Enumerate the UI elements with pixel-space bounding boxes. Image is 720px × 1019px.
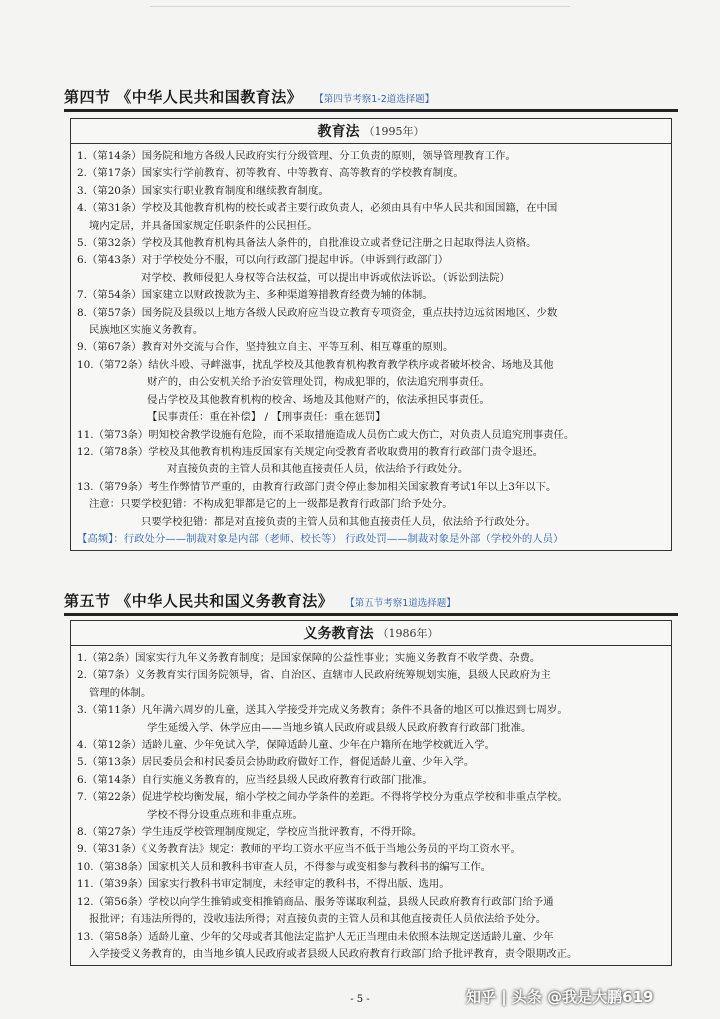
edu-highfreq-line: 【高频】：行政处分——制裁对象是内部（老师、校长等） 行政处罚——制裁对象是外部（学校外的人员） — [77, 532, 564, 545]
edu-line: 【民事责任：重在补偿】 / 【刑事责任：重在惩罚】 — [147, 411, 386, 424]
edu-line: 9.（第67条）教育对外交流与合作，坚持独立自主、平等互利、相互尊重的原则。 — [77, 341, 454, 354]
ce-line: 学校不得分设重点班和非重点班。 — [147, 808, 303, 821]
ce-line: 2.（第7条）义务教育实行国务院领导，省、自治区、直辖市人民政府统筹规划实施，县级人民政府为主 — [77, 669, 551, 682]
compulsory-law-title-row — [71, 621, 671, 646]
section4-note: 【第四节考察1-2道选择题】 — [314, 94, 435, 105]
education-law-year: （1995年） — [363, 125, 425, 138]
edu-note-line: 只要学校犯错：都是对直接负责的主管人员和其他直接责任人员，依法给予行政处分。 — [141, 515, 536, 528]
edu-line: 7.（第54条）国家建立以财政拨款为主、多种渠道筹措教育经费为辅的体制。 — [77, 289, 433, 302]
section5-note: 【第五节考察1道选择题】 — [345, 598, 456, 609]
ce-line: 报批评；有违法所得的，没收违法所得；对直接负责的主管人员和其他直接责任人员依法给予处分。 — [89, 913, 547, 926]
edu-line: 1.（第14条）国务院和地方各级人民政府实行分级管理、分工负责的原则，领导管理教育工作。 — [77, 150, 516, 162]
edu-line: 8.（第57条）国务院及县级以上地方各级人民政府应当设立教育专项资金，重点扶持边远贫困地区、少数 — [77, 306, 558, 319]
ce-line: 8.（第27条）学生违反学校管理制度规定，学校应当批评教育，不得开除。 — [77, 826, 423, 839]
compulsory-law-title: 义务教育法 — [303, 626, 374, 642]
edu-line: 12.（第78条）学校及其他教育机构违反国家有关规定向受教育者收取费用的教育行政部门责令退还。 — [77, 445, 544, 458]
edu-line: 2.（第17条）国家实行学前教育、初等教育、中等教育、高等教育的学校教育制度。 — [77, 167, 464, 180]
edu-note-line: 注意：只要学校犯错：不构成犯罪都是它的上一级都是教育行政部门给予处分。 — [89, 498, 453, 511]
ce-line: 13.（第58条）适龄儿童、少年的父母或者其他法定监护人无正当理由未依照本法规定送适龄儿童、少年 — [77, 930, 554, 943]
education-law-box — [70, 118, 672, 551]
compulsory-law-items — [71, 646, 671, 965]
edu-line: 财产的，由公安机关给予治安管理处罚，构成犯罪的，依法追究刑事责任。 — [147, 376, 490, 389]
edu-line: 对直接负责的主管人员和其他直接责任人员，依法给予行政处分。 — [167, 463, 469, 476]
top-rule — [150, 6, 570, 7]
ce-line: 11.（第39条）国家实行教科书审定制度，未经审定的教科书，不得出版、选用。 — [77, 878, 450, 891]
edu-line: 民族地区实施义务教育。 — [89, 324, 204, 337]
edu-line: 5.（第32条）学校及其他教育机构具备法人条件的，自批准设立或者登记注册之日起取得法人资格。 — [77, 237, 537, 250]
edu-line: 对学校、教师侵犯人身权等合法权益，可以提出申诉或依法诉讼。（诉讼到法院） — [141, 271, 510, 284]
page-number: - 5 - — [350, 994, 370, 1005]
ce-line: 入学接受义务教育的，由当地乡镇人民政府或者县级人民政府教育行政部门给予批评教育，责令限期改正。 — [89, 947, 578, 960]
ce-line: 9.（第31条）《义务教育法》规定：教师的平均工资水平应当不低于当地公务员的平均工资水平。 — [77, 843, 521, 856]
ce-line: 4.（第12条）适龄儿童、少年免试入学，保障适龄儿童、少年在户籍所在地学校就近入学。 — [77, 739, 495, 752]
section5-header — [64, 590, 678, 616]
education-law-title-row — [71, 119, 671, 144]
edu-line: 4.（第31条）学校及其他教育机构的校长或者主要行政负责人，必须由具有中华人民共和国国籍，在中国 — [77, 202, 558, 215]
ce-line: 10.（第38条）国家机关人员和教科书审查人员，不得参与或变相参与教科书的编写工作。 — [77, 860, 492, 873]
ce-line: 学生延缓入学、休学应由——当地乡镇人民政府或县级人民政府教育行政部门批准。 — [147, 721, 532, 734]
edu-line: 侵占学校及其他教育机构的校舍、场地及其他财产的，依法承担民事责任。 — [147, 393, 490, 406]
section4-header — [64, 86, 678, 112]
ce-line: 7.（第22条）促进学校均衡发展，缩小学校之间办学条件的差距。不得将学校分为重点学校和非重点学校。 — [77, 791, 568, 804]
compulsory-law-year: （1986年） — [377, 627, 439, 640]
edu-line: 6.（第43条）对于学校处分不服，可以向行政部门提起申诉。（申诉到行政部门） — [77, 254, 449, 267]
edu-line: 境内定居，并具备国家规定任职条件的公民担任。 — [89, 219, 318, 232]
ce-line: 12.（第56条）学校以向学生推销或变相推销商品、服务等谋取利益，县级人民政府教育行政部门给予通 — [77, 895, 554, 908]
ce-line: 管理的体制。 — [89, 686, 152, 699]
edu-line: 3.（第20条）国家实行职业教育制度和继续教育制度。 — [77, 184, 329, 197]
ce-line: 6.（第14条）自行实施义务教育的，应当经县级人民政府教育行政部门批准。 — [77, 773, 433, 786]
section4-title: 第四节 《中华人民共和国教育法》 — [64, 88, 303, 106]
section5-title: 第五节 《中华人民共和国义务教育法》 — [64, 592, 334, 610]
ce-line: 3.（第11条）凡年满六周岁的儿童，送其入学接受并完成义务教育；条件不具备的地区可以推迟到七周岁。 — [77, 704, 568, 717]
edu-line: 10.（第72条）结伙斗殴、寻衅滋事，扰乱学校及其他教育机构教育教学秩序或者破坏校舍、场地及其他 — [77, 358, 554, 371]
compulsory-education-law-box — [70, 620, 672, 966]
edu-line: 13.（第79条）考生作弊情节严重的，由教育行政部门责令停止参加相关国家教育考试1年以上3年以下。 — [77, 480, 557, 493]
ce-line: 1.（第2条）国家实行九年义务教育制度；是国家保障的公益性事业；实施义务教育不收学费、杂费。 — [77, 652, 541, 664]
education-law-title: 教育法 — [317, 124, 360, 140]
education-law-items — [71, 144, 671, 550]
watermark: 知乎 | 头条 @我是大鹏619 — [466, 988, 654, 1006]
edu-line: 11.（第73条）明知校舍教学设施有危险，而不采取措施造成人员伤亡或大伤亡，对负责人员追究刑事责任。 — [77, 428, 575, 441]
ce-line: 5.（第13条）居民委员会和村民委员会协助政府做好工作，督促适龄儿童、少年入学。 — [77, 756, 475, 769]
